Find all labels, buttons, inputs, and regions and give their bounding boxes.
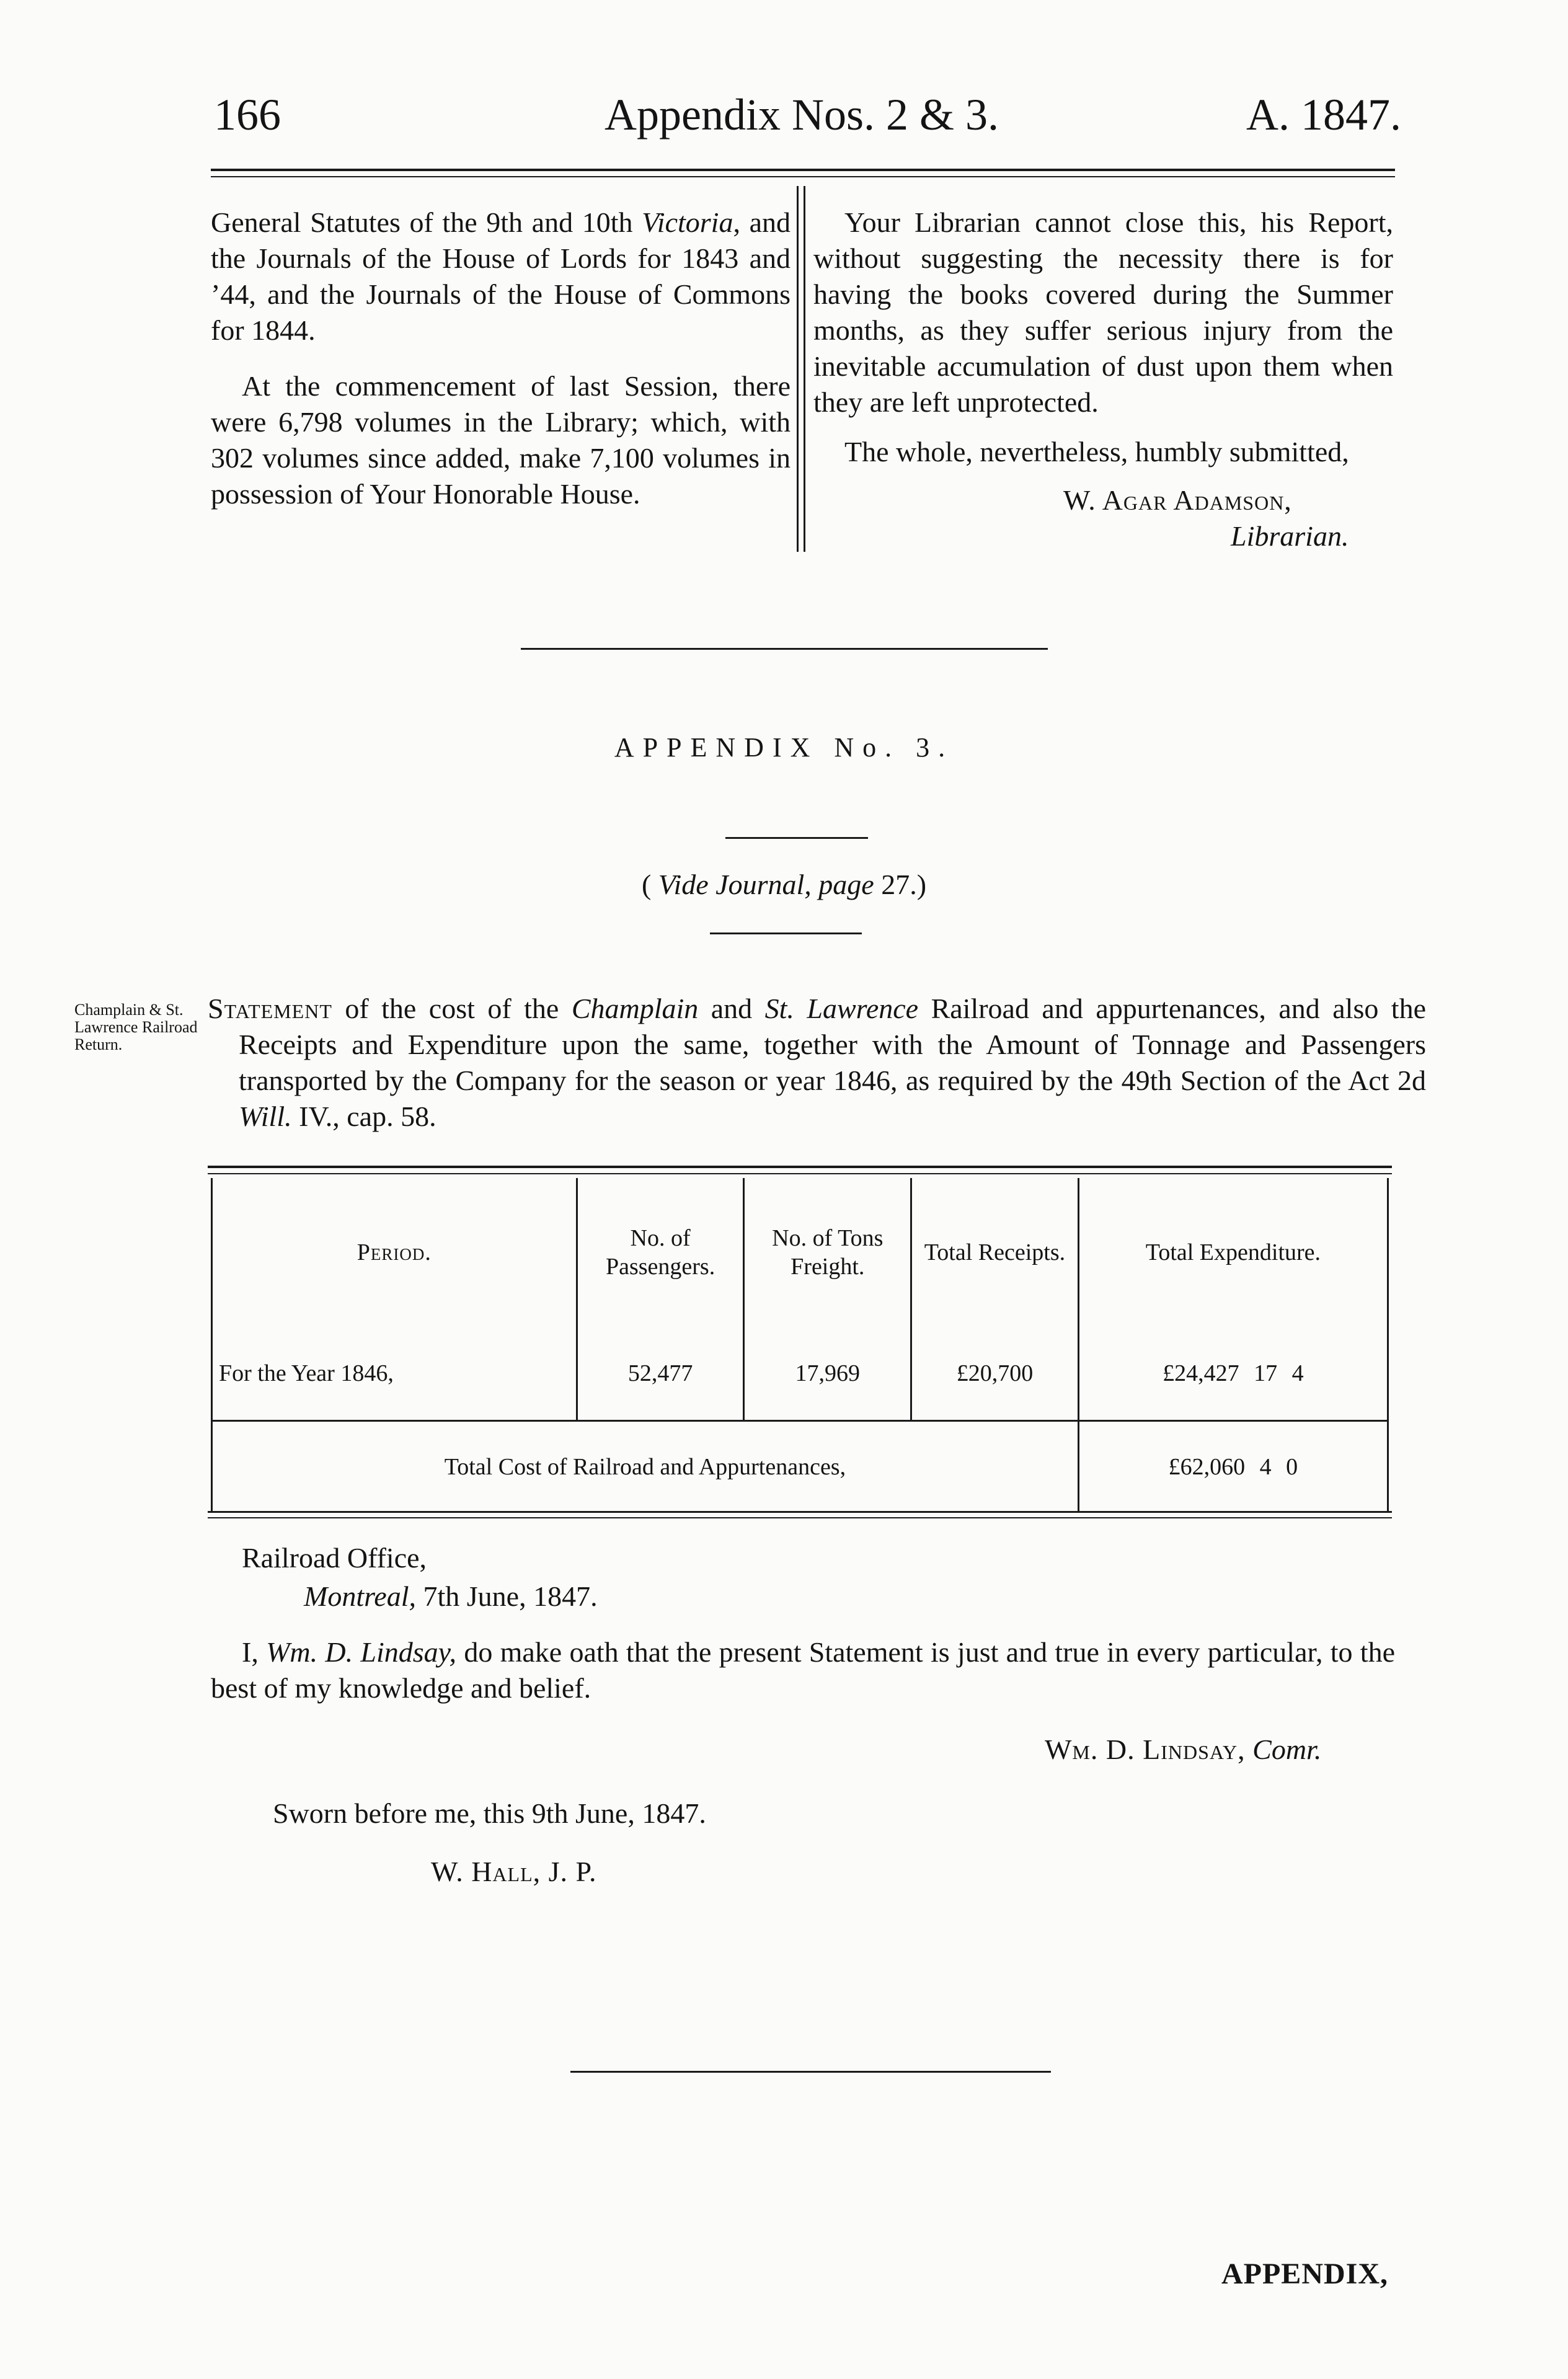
statement-lead: Statement	[208, 993, 332, 1024]
oath-text-b: do make oath that the present Statement is just and true in every particular, to the best of my knowledge and belief.	[211, 1636, 1395, 1704]
statement-text-2: and	[698, 993, 765, 1024]
justice-of-peace: W. Hall, J. P.	[431, 1856, 597, 1887]
total-value: £62,060 4 0	[1078, 1421, 1388, 1512]
total-label: Total Cost of Railroad and Appurtenances,	[212, 1421, 1079, 1512]
header-rule-top	[211, 169, 1395, 171]
left-p1-victoria: Victoria	[642, 206, 733, 238]
column-divider-2	[804, 186, 805, 552]
header-expenditure: Total Expenditure.	[1078, 1178, 1388, 1327]
table-header-row	[212, 1178, 1388, 1327]
office-date: 7th June, 1847.	[416, 1580, 598, 1612]
oath-name: Wm. D. Lindsay,	[266, 1636, 457, 1668]
section-separator	[521, 648, 1048, 650]
header-tons: No. of Tons Freight.	[744, 1178, 911, 1327]
appendix-heading: APPENDIX No. 3.	[614, 732, 954, 763]
running-title: Appendix Nos. 2 & 3.	[605, 90, 999, 140]
office-place-date	[304, 1579, 598, 1615]
header-passengers: No. of Passengers.	[577, 1178, 744, 1327]
header-period: Period.	[212, 1178, 577, 1327]
table-row	[212, 1327, 1388, 1421]
statement-paragraph	[208, 991, 1426, 1135]
vide-text: Vide Journal, page	[658, 869, 874, 900]
vide-open: (	[641, 869, 658, 900]
catchword: APPENDIX,	[1221, 2257, 1388, 2290]
railroad-table	[211, 1178, 1389, 1512]
statement-champlain: Champlain	[571, 993, 699, 1024]
commissioner-signature	[1045, 1732, 1321, 1768]
header-year: A. 1847.	[1246, 90, 1401, 140]
oath-paragraph	[211, 1634, 1395, 1706]
cell-tons: 17,969	[744, 1327, 911, 1421]
table-total-row	[212, 1421, 1388, 1512]
sworn-line: Sworn before me, this 9th June, 1847.	[273, 1797, 706, 1829]
statement-text-1: of the cost of the	[332, 993, 572, 1024]
commissioner-role: Comr.	[1252, 1734, 1322, 1765]
commissioner-name: Wm. D. Lindsay,	[1045, 1734, 1246, 1765]
cell-period: For the Year 1846,	[212, 1327, 577, 1421]
right-column	[813, 205, 1393, 470]
table-bottom-rule-2	[208, 1517, 1392, 1518]
left-paragraph-2: At the commencement of last Session, there were 6,798 volumes in the Library; which, with 302 volumes since added, make 7,100 volumes in possession of Your Honorable House.	[211, 370, 791, 510]
table-top-rule-1	[208, 1166, 1392, 1168]
cell-passengers: 52,477	[577, 1327, 744, 1421]
office-place: Montreal,	[304, 1580, 416, 1612]
statement-text-3: Railroad and appurtenances, and also the Receipts and Expenditure upon the same, together with the Amount of Tonnage and Passengers transported by the Company for the season or year 1846, as required by the 49th Section of the Act 2d	[239, 993, 1427, 1096]
column-divider-1	[797, 186, 799, 552]
cell-expenditure: £24,427 17 4	[1078, 1327, 1388, 1421]
librarian-signature: W. Agar Adamson,	[1063, 484, 1292, 516]
librarian-role: Librarian.	[1231, 520, 1349, 552]
cell-receipts: £20,700	[911, 1327, 1079, 1421]
left-column	[211, 205, 791, 512]
table-top-rule-2	[208, 1173, 1392, 1174]
header-receipts: Total Receipts.	[911, 1178, 1079, 1327]
right-paragraph-2: The whole, nevertheless, humbly submitted,	[844, 436, 1349, 467]
margin-note: Champlain & St. Lawrence Railroad Return.	[74, 1001, 198, 1053]
vide-journal-reference	[0, 867, 1568, 903]
statement-text-4: IV., cap. 58.	[291, 1101, 436, 1132]
table-bottom-rule-1	[208, 1511, 1392, 1513]
statement-st-lawrence: St. Lawrence	[764, 993, 919, 1024]
office-line: Railroad Office,	[242, 1542, 427, 1574]
heading-rule	[725, 837, 868, 839]
left-p1-text-c: , and the Journals of the House of Lords for 1843 and ’44, and the Journals of the House of Commons for 1844.	[211, 206, 791, 346]
right-paragraph-1: Your Librarian cannot close this, his Report, without suggesting the necessity there is for having the books covered during the Summer months, as they suffer serious injury from the inevitable accumulation of dust upon them when they are left unprotected.	[813, 206, 1393, 418]
reference-rule	[710, 933, 862, 934]
left-p1-text-a: General Statutes of the 9th and 10th	[211, 206, 642, 238]
closing-separator	[570, 2071, 1051, 2073]
vide-page: 27.)	[874, 869, 927, 900]
page-number: 166	[214, 90, 281, 140]
statement-will: Will.	[239, 1101, 292, 1132]
left-paragraph-1	[211, 205, 791, 348]
oath-text-a: I,	[242, 1636, 267, 1668]
header-rule-bottom	[211, 176, 1395, 177]
